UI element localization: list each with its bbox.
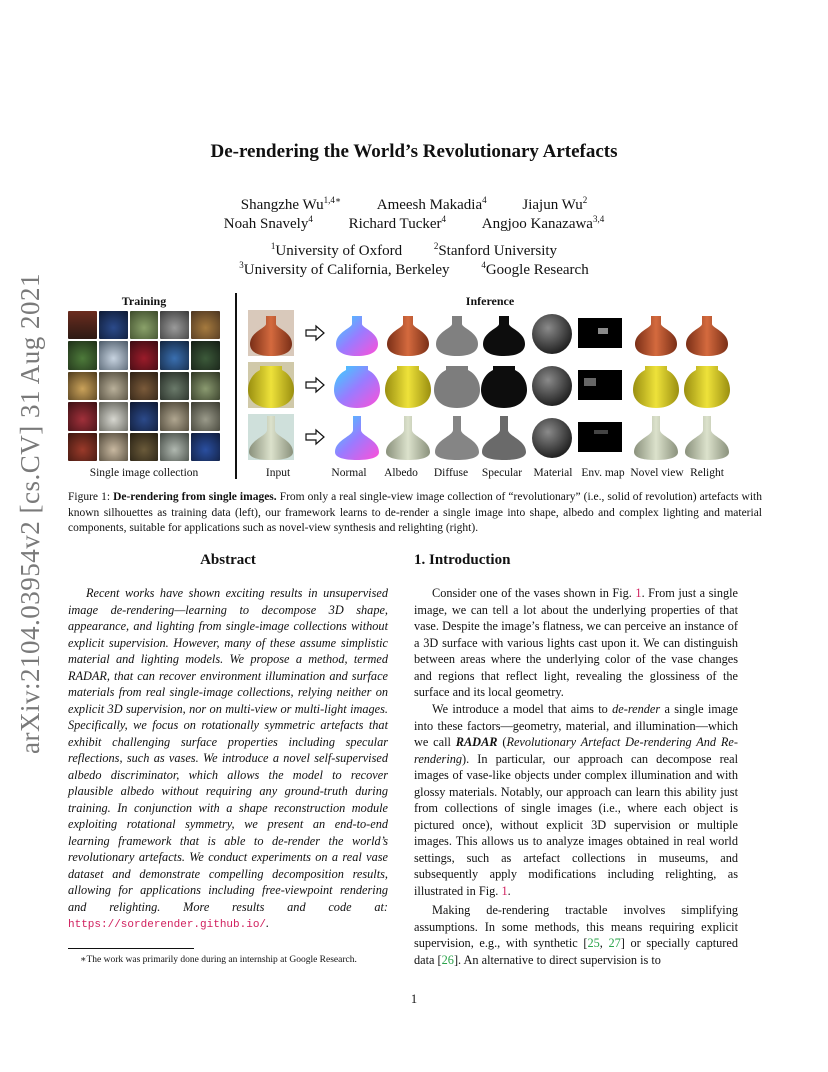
author: Richard Tucker$^4$ (348, 214, 447, 232)
arxiv-stamp (6, 272, 54, 754)
vase-photo (191, 433, 220, 461)
figure-ref[interactable]: 1 (501, 883, 508, 898)
vase-photo (191, 311, 220, 339)
column-label: Normal (331, 467, 367, 479)
abstract-heading: Abstract (200, 552, 256, 568)
vase-photo (68, 433, 97, 461)
author: Shangzhe $Wu^{1,4∗}$ (240, 195, 341, 213)
column-label: Diffuse (433, 467, 469, 479)
inference-title: Inference (465, 294, 515, 308)
vase-photo (99, 341, 128, 369)
arrow-icon (306, 326, 324, 444)
author-row-2 (100, 214, 728, 233)
vase-photo (130, 433, 159, 461)
material-sphere (532, 418, 572, 458)
footnote-rule (68, 948, 194, 949)
figure-divider (235, 293, 237, 479)
affiliation: $^2$Stanford University (433, 241, 558, 259)
vase-photo (130, 311, 159, 339)
figure-ref[interactable]: 1 (635, 586, 642, 600)
author: Noah Snavely$^4$ (223, 214, 313, 232)
vase-photo (68, 402, 97, 430)
intro-heading: 1. Introduction (414, 552, 511, 568)
training-title: Training (121, 294, 167, 308)
author-row-1 (100, 195, 728, 214)
env-map (578, 422, 622, 452)
vase-photo (68, 372, 97, 400)
arxiv-id: arXiv:2104.03954v2 [cs.CV] 31 Aug 2021 (14, 272, 45, 754)
vase-photo (191, 402, 220, 430)
affiliation: $^4$Google Research (481, 260, 589, 278)
vase-photo (160, 341, 189, 369)
vase-photo (68, 341, 97, 369)
citation[interactable]: 25 (587, 936, 600, 950)
affiliation-row-1 (100, 241, 728, 260)
paper-title: De-rendering the World’s Revolutionary Artefacts (210, 141, 618, 162)
column-label: Relight (690, 467, 724, 479)
column-label: Env. map (581, 467, 625, 479)
column-label: Specular (481, 467, 523, 479)
abstract-body: Recent works have shown exciting results in unsupervised image de-rendering—learning to decompose 3D shape, appearance, and lighting from single-image collections without explicit supervision. However, many of these assume simplistic material and lighting models. We propose a method, termed RADAR, that can recover environment illumination and surface materials from real single-image collections, relying neither on explicit 3D supervision, nor on multi-view or multi-light images. Specifically, we focus on rotationally symmetric artefacts that exhibit challenging surface properties including specular reflections, such as vases. We introduce a novel self-supervised albedo discriminator, which allows the model to recover plausible albedo without requiring any ground-truth during training. In conjunction with a shape reconstruction module exploiting rotational symmetry, we present an end-to-end learning framework that is able to de-render the world’s revolutionary artefacts. We conduct experiments on a real vase dataset and demonstrate compelling decomposition results, allowing for applications including free-viewpoint rendering and relighting. More results and code at: https://sorderender.github.io/. (68, 586, 388, 931)
vase-photo (99, 372, 128, 400)
vase-photo (130, 372, 159, 400)
vase-photo (99, 311, 128, 339)
page-number: 1 (410, 992, 418, 1006)
vase-photo (160, 402, 189, 430)
vase-photo (160, 311, 189, 339)
column-label: Material (533, 467, 573, 479)
vase-photo (130, 402, 159, 430)
material-sphere (532, 314, 572, 354)
vase-photo (99, 402, 128, 430)
material-sphere (532, 366, 572, 406)
intro-paragraph-2: We introduce a model that aims to de-render a single image into these factors—geometry, material, and illumination—which we call RADAR (Revolutionary Artefact De-rendering And Re-rendering). In particular, our approach can decompose real images of vase-like objects under complex illumination and with glossy materials. Notably, our approach can learn this ability just from collections of single images (i.e., where each object is pictured once), without explicit 3D supervision or multiple images. This allows us to analyze images obtained in real world settings, such as artefact collections in museums, and subsequently apply modifications including relighting, as illustrated in Fig. 1. (414, 702, 738, 898)
column-label: Input (265, 467, 291, 479)
author: Jiajun Wu$^2$ (522, 195, 588, 213)
vase-photo (160, 372, 189, 400)
vase-photo (191, 372, 220, 400)
figure-caption: Figure 1: De-rendering from single images. From only a real single-view image collection of “revolutionary” (i.e., solid of revolution) artefacts with known silhouettes as training data (left), our framework learns to de-render a single image into shape, albedo and complex lighting and material components, suitable for applications such as novel-view synthesis and relighting (right). (68, 491, 762, 534)
vase-photo (160, 433, 189, 461)
author: Angjoo Kanazawa$^{3,4}$ (481, 214, 605, 232)
training-image-grid (68, 311, 220, 461)
training-label: Single image collection (89, 467, 199, 479)
project-link[interactable]: https://sorderender.github.io/ (68, 919, 267, 931)
vase-photo (99, 433, 128, 461)
column-label: Albedo (384, 467, 418, 479)
citation[interactable]: 26 (441, 952, 454, 967)
vase-photo (191, 341, 220, 369)
intro-paragraph-3: Making de-rendering tractable involves simplifying assumptions. In some methods, this means requiring explicit supervision, e.g., with synthetic [25, 27] or specially captured data [26]. An alternative to direct supervision is to (414, 903, 738, 967)
vase-photo (68, 311, 97, 339)
affiliation: $^3$University of California, Berkeley (239, 260, 450, 278)
affiliation: $^1$University of Oxford (270, 241, 403, 259)
column-label: Novel view (630, 467, 684, 479)
inference-figure (248, 310, 734, 462)
affiliation-row-2 (100, 260, 728, 279)
citation[interactable]: 27 (608, 936, 621, 950)
author: Ameesh Makadia$^4$ (376, 195, 487, 213)
intro-paragraph-1: Consider one of the vases shown in Fig. 1. From just a single image, we can tell a lot about the underlying properties of that vase. Despite the image’s flatness, we can perceive an instance of a 3D surface with various lights cast upon it. We can distinguish between areas where the underlying color of the vase changes and regions that reflect light, revealing the glossiness of the surface and its local geometry. (414, 586, 738, 699)
vase-photo (130, 341, 159, 369)
footnote: ∗The work was primarily done during an internship at Google Research. (80, 955, 357, 965)
